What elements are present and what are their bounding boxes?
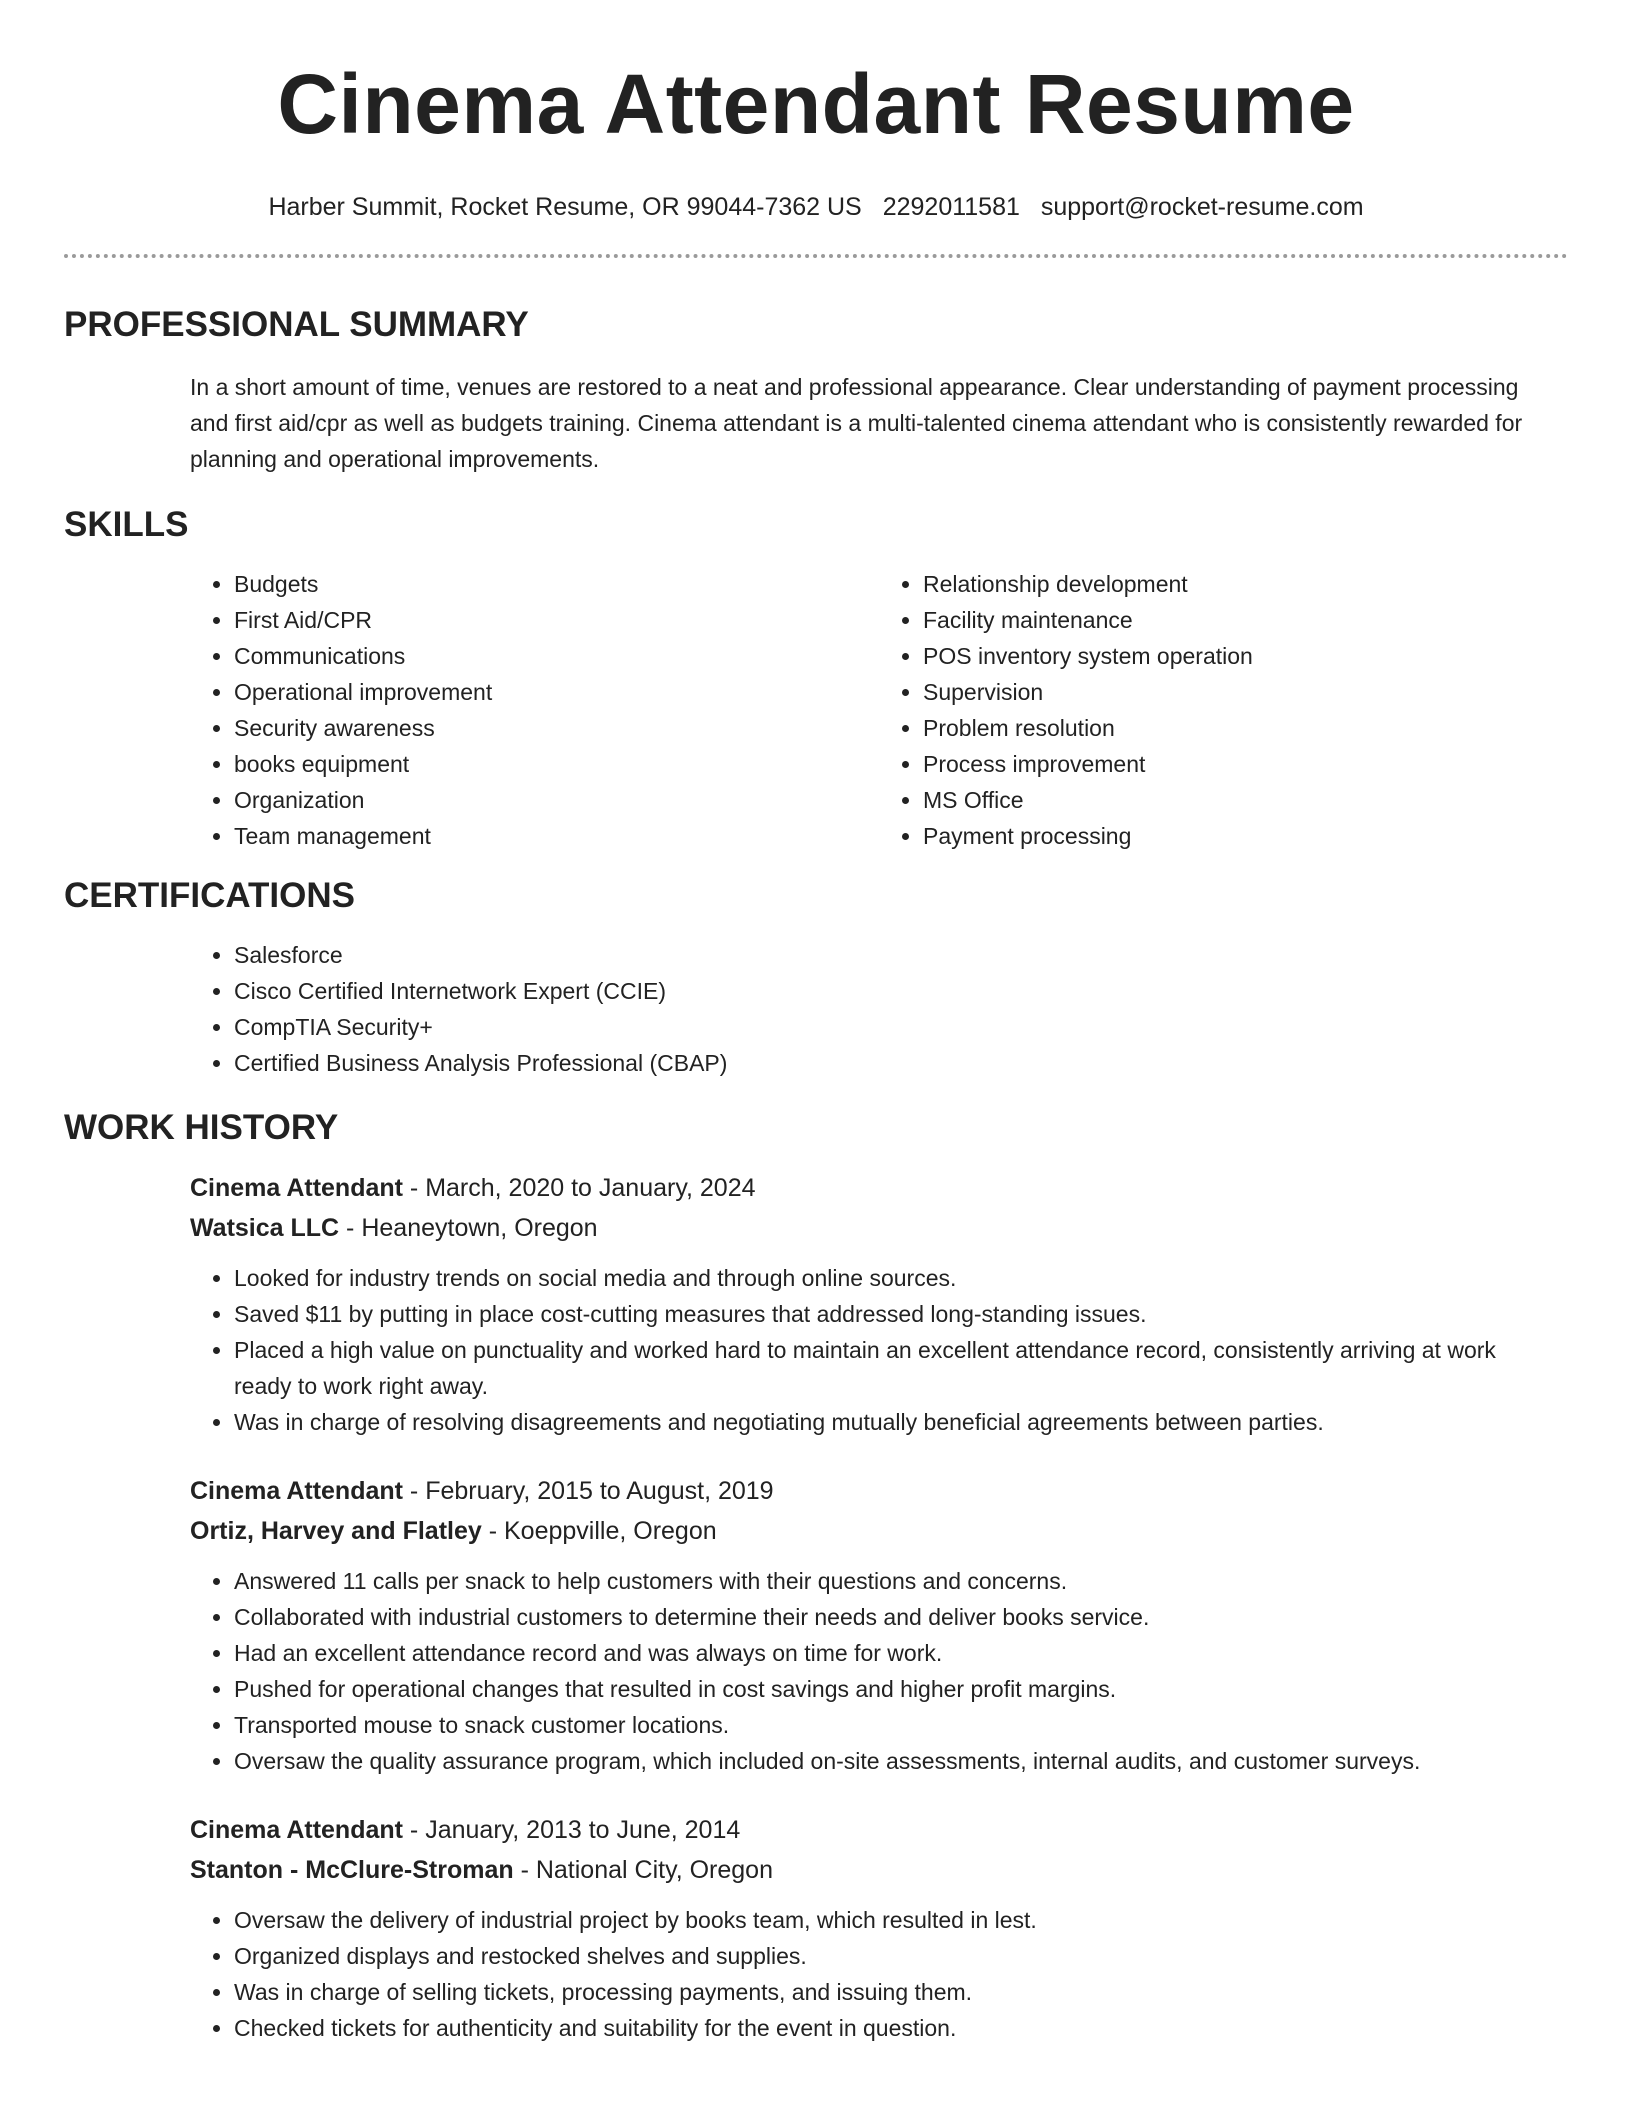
skill-item: • Operational improvement	[234, 674, 879, 710]
skills-heading: SKILLS	[64, 505, 189, 544]
certification-item: • Cisco Certified Internetwork Expert (CCIE)	[234, 973, 1568, 1009]
contact-phone: 2292011581	[882, 193, 1020, 221]
skill-item: • POS inventory system operation	[923, 638, 1568, 674]
skills-list-right	[879, 566, 1568, 854]
certification-item: • CompTIA Security+	[234, 1009, 1568, 1045]
job-company-line	[190, 1850, 1568, 1890]
job-bullet: • Transported mouse to snack customer locations.	[234, 1707, 1528, 1743]
job-bullet: • Answered 11 calls per snack to help customers with their questions and concerns.	[234, 1563, 1528, 1599]
certifications-block	[64, 937, 1568, 1081]
job-bullets	[190, 1563, 1568, 1779]
job-bullet: • Saved $11 by putting in place cost-cutting measures that addressed long-standing issues.	[234, 1296, 1528, 1332]
contact-address: Harber Summit, Rocket Resume, OR 99044-7362 US	[268, 193, 862, 221]
job-bullet: • Pushed for operational changes that resulted in cost savings and higher profit margins.	[234, 1671, 1528, 1707]
header-divider	[64, 254, 1568, 258]
contact-email: support@rocket-resume.com	[1040, 193, 1364, 221]
job-bullet: • Checked tickets for authenticity and suitability for the event in question.	[234, 2010, 1528, 2046]
job-title: Cinema Attendant	[190, 1816, 403, 1844]
skill-item: • Problem resolution	[923, 710, 1568, 746]
job-bullet: • Organized displays and restocked shelves and supplies.	[234, 1938, 1528, 1974]
job-bullet: • Looked for industry trends on social media and through online sources.	[234, 1260, 1528, 1296]
certification-item: • Certified Business Analysis Professional (CBAP)	[234, 1045, 1568, 1081]
job-bullet: • Oversaw the delivery of industrial project by books team, which resulted in lest.	[234, 1902, 1528, 1938]
job-dates: - January, 2013 to June, 2014	[402, 1816, 741, 1844]
skill-item: • Process improvement	[923, 746, 1568, 782]
skill-item: • Team management	[234, 818, 879, 854]
skill-item: • Payment processing	[923, 818, 1568, 854]
skill-item: • Budgets	[234, 566, 879, 602]
job-bullets	[190, 1902, 1568, 2046]
job-company: Ortiz, Harvey and Flatley	[190, 1517, 482, 1545]
job-title: Cinema Attendant	[190, 1174, 403, 1202]
job-bullets	[190, 1260, 1568, 1440]
certifications-heading: CERTIFICATIONS	[64, 876, 356, 915]
skill-item: • Communications	[234, 638, 879, 674]
job-title-line	[190, 1168, 1568, 1208]
job-bullet: • Was in charge of selling tickets, processing payments, and issuing them.	[234, 1974, 1528, 2010]
job-location: - Koeppville, Oregon	[481, 1517, 717, 1545]
job-company: Stanton - McClure-Stroman	[190, 1856, 514, 1884]
job-dates: - February, 2015 to August, 2019	[402, 1477, 774, 1505]
resume-title: Cinema Attendant Resume	[277, 57, 1355, 151]
job-title-line	[190, 1471, 1568, 1511]
job-title: Cinema Attendant	[190, 1477, 403, 1505]
skill-item: • Supervision	[923, 674, 1568, 710]
job-bullet: • Had an excellent attendance record and was always on time for work.	[234, 1635, 1528, 1671]
job-entry	[64, 1810, 1568, 2046]
work-history-heading: WORK HISTORY	[64, 1108, 339, 1147]
skill-item: • Relationship development	[923, 566, 1568, 602]
job-dates: - March, 2020 to January, 2024	[402, 1174, 756, 1202]
job-bullet: • Placed a high value on punctuality and worked hard to maintain an excellent attendance record, consistently arriving at work ready to work right away.	[234, 1332, 1528, 1404]
job-entry	[64, 1471, 1568, 1779]
job-entry	[64, 1168, 1568, 1440]
summary-text: In a short amount of time, venues are restored to a neat and professional appearance. Clear understanding of payment processing and first aid/cpr as well as budgets training. Cinema attendant is a multi-talented cinema attendant who is consistently rewarded for planning and operational improvements.	[190, 374, 1523, 472]
skill-item: • Security awareness	[234, 710, 879, 746]
job-bullet: • Oversaw the quality assurance program, which included on-site assessments, internal audits, and customer surveys.	[234, 1743, 1528, 1779]
summary-heading: PROFESSIONAL SUMMARY	[64, 305, 529, 344]
job-title-line	[190, 1810, 1568, 1850]
job-location: - National City, Oregon	[513, 1856, 773, 1884]
certification-item: • Salesforce	[234, 937, 1568, 973]
skills-list-left	[190, 566, 879, 854]
job-location: - Heaneytown, Oregon	[339, 1214, 598, 1242]
skill-item: • Organization	[234, 782, 879, 818]
skill-item: • books equipment	[234, 746, 879, 782]
skills-columns	[64, 566, 1568, 854]
skill-item: • Facility maintenance	[923, 602, 1568, 638]
skill-item: • First Aid/CPR	[234, 602, 879, 638]
certifications-list	[190, 937, 1568, 1081]
job-company-line	[190, 1511, 1568, 1551]
contact-line	[64, 190, 1568, 224]
skill-item: • MS Office	[923, 782, 1568, 818]
job-bullet: • Was in charge of resolving disagreements and negotiating mutually beneficial agreements between parties.	[234, 1404, 1528, 1440]
job-company-line	[190, 1208, 1568, 1248]
job-company: Watsica LLC	[190, 1214, 340, 1242]
job-bullet: • Collaborated with industrial customers to determine their needs and deliver books service.	[234, 1599, 1528, 1635]
